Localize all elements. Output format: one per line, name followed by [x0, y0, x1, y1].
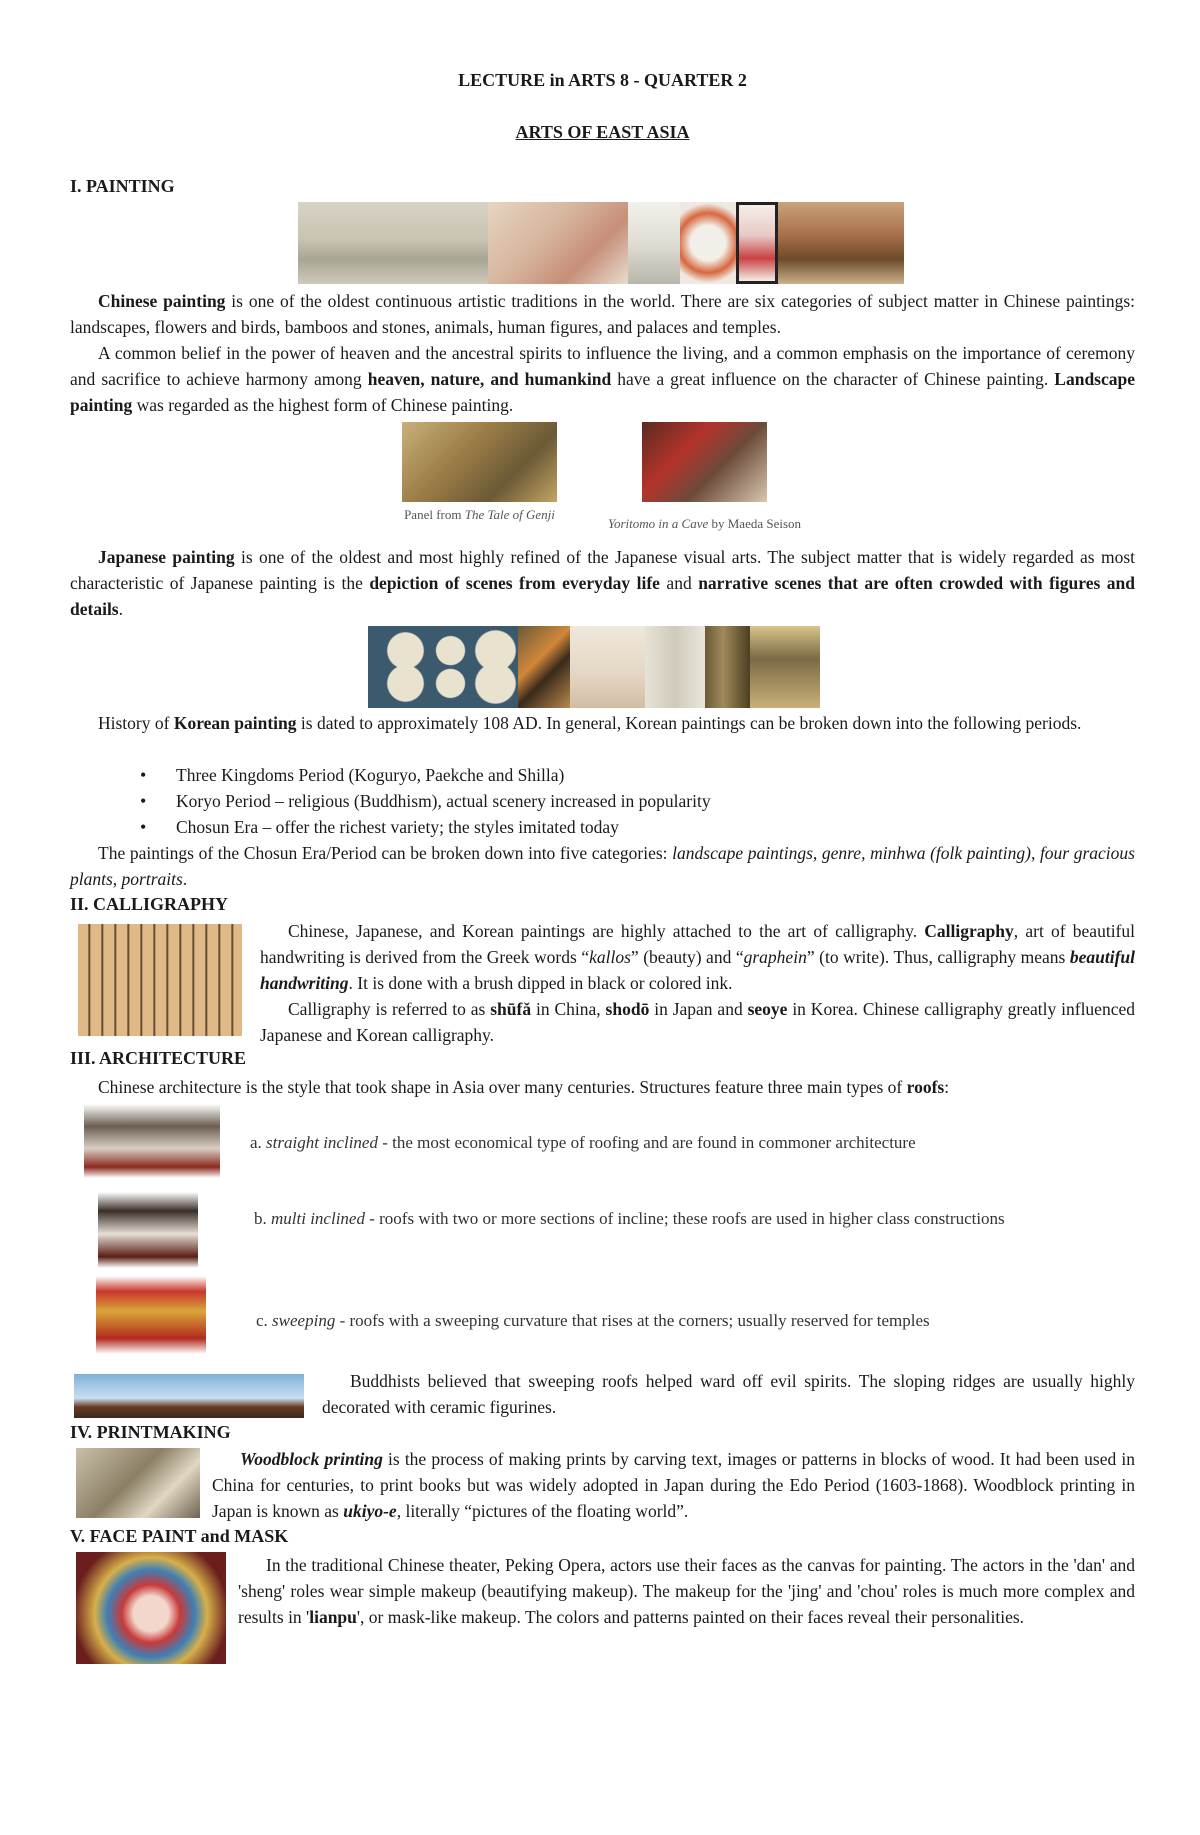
lecture-title: LECTURE in ARTS 8 - QUARTER 2: [458, 70, 747, 90]
yoritomo-caption: Yoritomo in a Cave by Maeda Seison: [607, 516, 802, 531]
figure-painting-image: [736, 202, 778, 284]
koi-painting-image: [680, 202, 736, 284]
korean-periods-list: [70, 762, 1135, 840]
chinese-painting-paragraph: Chinese painting is one of the oldest continuous artistic traditions in the world. There are six categories of subject matter in Chinese paintings: landscapes, flowers and birds, bamboos and stones, animals, human figures, and palaces and temples.: [70, 291, 1135, 337]
section-heading-painting: I. PAINTING: [70, 176, 175, 196]
sweeping-roof-image: [96, 1276, 206, 1354]
flowers-birds-painting-image: [488, 202, 628, 284]
section-heading-printmaking: IV. PRINTMAKING: [70, 1422, 231, 1442]
roof-type-multi-inclined: b. multi inclined - roofs with two or more sections of incline; these roofs are used in higher class constructions: [254, 1209, 1005, 1228]
korean-painting-paragraph: History of Korean painting is dated to approximately 108 AD. In general, Korean paintings can be broken down into the following periods.: [98, 713, 1082, 733]
plum-painting-image: [570, 626, 645, 708]
list-item: • Three Kingdoms Period (Koguryo, Paekche and Shilla): [70, 762, 1135, 788]
landscape-painting-image: [298, 202, 488, 284]
face-paint-paragraph: In the traditional Chinese theater, Peking Opera, actors use their faces as the canvas for painting. The actors in the 'dan' and 'sheng' roles wear simple makeup (beautifying makeup). The makeup for the 'jing' and 'chou' roles is much more complex and results in 'lianpu', or mask-like makeup. The colors and patterns painted on their faces reveal their personalities.: [238, 1555, 1135, 1627]
list-item: • Koryo Period – religious (Buddhism), actual scenery increased in popularity: [70, 788, 1135, 814]
section-heading-architecture: III. ARCHITECTURE: [70, 1048, 247, 1068]
printmaking-paragraph: Woodblock printing is the process of making prints by carving text, images or patterns in blocks of wood. It had been used in China for centuries, to print books but was widely adopted in Japan during the Edo Period (1603-1868). Woodblock printing in Japan is known as ukiyo-e, literally “pictures of the floating world”.: [212, 1449, 1135, 1521]
document-subtitle: ARTS OF EAST ASIA: [515, 122, 690, 142]
bamboo-ink-image: [645, 626, 705, 708]
buddhist-roofs-paragraph: Buddhists believed that sweeping roofs helped ward off evil spirits. The sloping ridges are usually highly decorated with ceramic figurines.: [322, 1371, 1135, 1417]
sweeping-roof-ridges-image: [74, 1374, 304, 1418]
bamboo-painting-image: [628, 202, 680, 284]
section-heading-face-paint: V. FACE PAINT and MASK: [70, 1526, 289, 1546]
roof-type-sweeping: c. sweeping - roofs with a sweeping curvature that rises at the corners; usually reserved for temples: [256, 1311, 930, 1330]
calligraphy-image: [78, 924, 242, 1036]
japanese-painting-paragraph: Japanese painting is one of the oldest and most highly refined of the Japanese visual arts. The subject matter that is widely regarded as most characteristic of Japanese painting is the depiction of scenes from everyday life and narrative scenes that are often crowded with figures and details.: [70, 547, 1135, 619]
portrait-painting-image: [750, 626, 820, 708]
peking-opera-image: [76, 1552, 226, 1664]
fan-paintings-image: [368, 626, 518, 708]
palace-painting-image: [778, 202, 904, 284]
chinese-belief-paragraph: A common belief in the power of heaven and the ancestral spirits to influence the living, and a common emphasis on the importance of ceremony and sacrifice to achieve harmony among heaven, nature, and humankind have a great influence on the character of Chinese painting. Landscape painting was regarded as the highest form of Chinese painting.: [70, 343, 1136, 415]
list-item: • Chosun Era – offer the richest variety; the styles imitated today: [70, 814, 1135, 840]
calligraphy-names-paragraph: Calligraphy is referred to as shūfǎ in China, shodō in Japan and seoye in Korea. Chinese calligraphy greatly influenced Japanese and Korean calligraphy.: [260, 999, 1135, 1045]
tale-of-genji-image: [402, 422, 557, 502]
woodblock-printing-image: [76, 1448, 200, 1518]
section-heading-calligraphy: II. CALLIGRAPHY: [70, 894, 229, 914]
calligraphy-paragraph: Chinese, Japanese, and Korean paintings are highly attached to the art of calligraphy. Calligraphy, art of beautiful handwriting is derived from the Greek words “kallos” (beauty) and “graphein” (to write). Thus, calligraphy means beautiful handwriting. It is done with a brush dipped in black or colored ink.: [260, 921, 1136, 993]
tiger-painting-image: [518, 626, 570, 708]
tale-of-genji-caption: Panel from The Tale of Genji: [404, 507, 555, 522]
architecture-intro: Chinese architecture is the style that took shape in Asia over many centuries. Structures feature three main types of roofs:: [98, 1077, 950, 1097]
yoritomo-image: [642, 422, 767, 502]
multi-inclined-roof-image: [98, 1192, 198, 1268]
chosun-paragraph: The paintings of the Chosun Era/Period can be broken down into five categories: landscape paintings, genre, minhwa (folk painting), four gracious plants, portraits.: [70, 843, 1135, 889]
roof-type-straight-inclined: a. straight inclined - the most economical type of roofing and are found in commoner architecture: [250, 1133, 916, 1152]
scroll-painting-image: [705, 626, 750, 708]
straight-inclined-roof-image: [84, 1104, 220, 1178]
